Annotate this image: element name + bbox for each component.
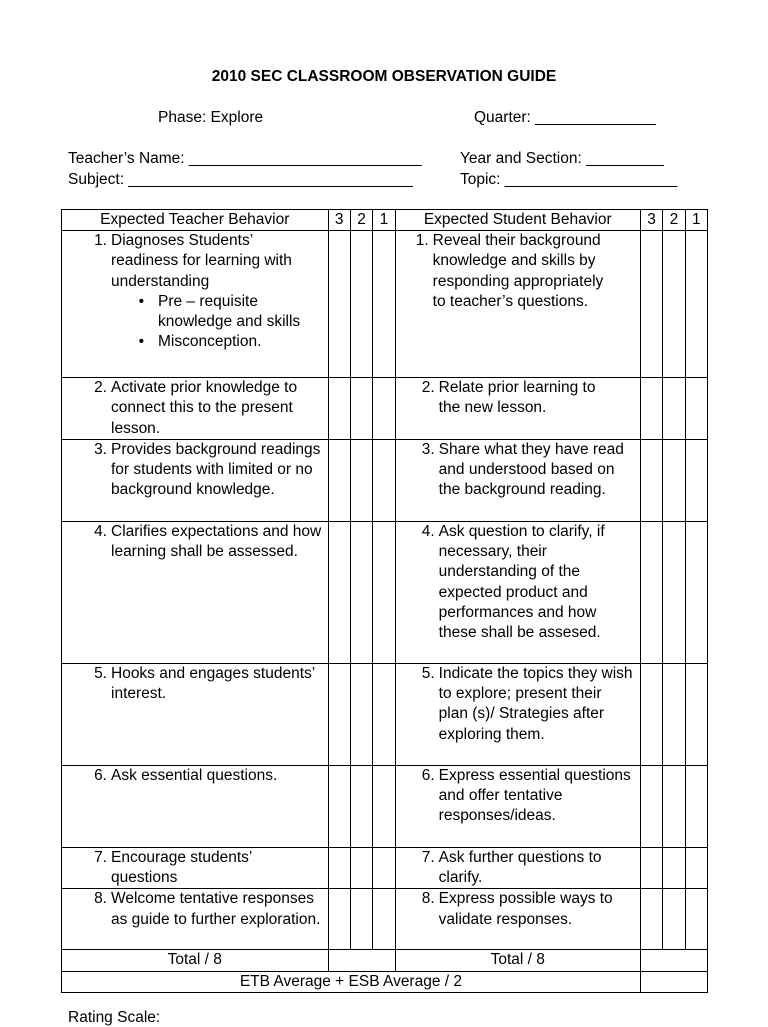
etb-total-value-cell[interactable] [328, 950, 395, 971]
etb-score-1-cell[interactable] [373, 231, 395, 378]
etb-score-2-cell[interactable] [350, 439, 372, 521]
table-row [62, 231, 708, 378]
item-number: 8. [421, 890, 435, 908]
esb-score-3-cell[interactable] [640, 847, 662, 889]
etb-score-1-header: 1 [373, 210, 395, 231]
esb-header: Expected Student Behavior [395, 210, 640, 231]
bullet-text: Misconception. [158, 333, 262, 351]
etb-score-3-header: 3 [328, 210, 350, 231]
etb-score-1-cell[interactable] [373, 765, 395, 847]
esb-text: Indicate the topics they wish to explore; present their plan (s)/ Strategies after exploring them. [438, 664, 633, 743]
etb-cell [62, 231, 329, 378]
document-title: 2010 SEC CLASSROOM OBSERVATION GUIDE [211, 68, 557, 85]
table-row [62, 889, 708, 950]
item-number: 4. [94, 522, 107, 540]
etb-score-3-cell[interactable] [328, 521, 350, 663]
etb-cell [62, 378, 329, 440]
esb-score-1-cell[interactable] [685, 378, 707, 440]
table-row [62, 378, 708, 440]
etb-total-label: Total / 8 [62, 950, 329, 971]
table-row [62, 663, 708, 765]
etb-score-3-cell[interactable] [328, 663, 350, 765]
etb-text: Encourage students’ questions [111, 848, 252, 887]
esb-score-3-cell[interactable] [640, 889, 662, 950]
table-header-row [62, 210, 708, 231]
esb-total-value-cell[interactable] [640, 950, 707, 971]
bullet-text: Pre – requisite knowledge and skills [158, 292, 301, 331]
etb-cell [62, 663, 329, 765]
esb-cell [395, 847, 640, 889]
item-number: 3. [421, 440, 435, 458]
totals-row [62, 950, 708, 971]
esb-score-1-cell[interactable] [685, 765, 707, 847]
esb-score-2-cell[interactable] [663, 847, 685, 889]
etb-text: Ask essential questions. [111, 766, 278, 784]
esb-total-label: Total / 8 [395, 950, 640, 971]
item-number: 2. [421, 379, 435, 396]
etb-text: Clarifies expectations and how learning shall be assessed. [111, 522, 322, 561]
etb-cell [62, 889, 329, 950]
subject-field: Subject: _________________________________ [68, 171, 413, 188]
average-value-cell[interactable] [640, 971, 707, 992]
etb-text: Provides background readings for students with limited or no background knowledge. [111, 440, 321, 499]
item-number: 5. [94, 664, 107, 682]
etb-score-3-cell[interactable] [328, 231, 350, 378]
esb-score-3-header: 3 [640, 210, 662, 231]
etb-score-1-cell[interactable] [373, 439, 395, 521]
esb-cell [395, 765, 640, 847]
table-row [62, 521, 708, 663]
esb-score-3-cell[interactable] [640, 663, 662, 765]
etb-score-2-header: 2 [350, 210, 372, 231]
esb-score-1-cell[interactable] [685, 439, 707, 521]
esb-score-2-cell[interactable] [663, 378, 685, 440]
etb-cell [62, 847, 329, 889]
esb-score-1-cell[interactable] [685, 889, 707, 950]
esb-cell [395, 663, 640, 765]
etb-score-2-cell[interactable] [350, 231, 372, 378]
etb-score-3-cell[interactable] [328, 889, 350, 950]
item-number: 5. [421, 664, 435, 682]
esb-score-2-cell[interactable] [663, 521, 685, 663]
etb-header: Expected Teacher Behavior [62, 210, 329, 231]
observation-table [61, 209, 708, 993]
etb-score-3-cell[interactable] [328, 378, 350, 440]
etb-score-3-cell[interactable] [328, 439, 350, 521]
esb-text: Share what they have read and understood based on the background reading. [438, 440, 624, 499]
esb-score-2-cell[interactable] [663, 231, 685, 378]
esb-score-3-cell[interactable] [640, 378, 662, 440]
etb-score-1-cell[interactable] [373, 889, 395, 950]
esb-score-1-cell[interactable] [685, 847, 707, 889]
list-item [62, 332, 328, 352]
etb-score-3-cell[interactable] [328, 847, 350, 889]
list-item [62, 292, 328, 333]
bullet-icon: • [138, 333, 144, 351]
esb-cell [395, 378, 640, 440]
esb-score-2-cell[interactable] [663, 765, 685, 847]
etb-cell [62, 521, 329, 663]
item-number: 1. [94, 232, 107, 249]
etb-score-1-cell[interactable] [373, 663, 395, 765]
item-number: 4. [421, 522, 435, 540]
esb-score-1-cell[interactable] [685, 231, 707, 378]
esb-score-3-cell[interactable] [640, 231, 662, 378]
item-number: 1. [415, 232, 429, 249]
esb-text: Ask question to clarify, if necessary, their understanding of the expected product and performances and how these shall be assesed. [438, 522, 605, 642]
etb-score-1-cell[interactable] [373, 378, 395, 440]
etb-text: Diagnoses Students’ readiness for learning with understanding [111, 232, 292, 290]
etb-text: Welcome tentative responses as guide to further exploration. [111, 890, 321, 928]
esb-cell [395, 521, 640, 663]
year-section-field: Year and Section: _________ [460, 150, 664, 167]
esb-score-3-cell[interactable] [640, 521, 662, 663]
teacher-name-field: Teacher’s Name: ___________________________ [68, 150, 422, 167]
topic-field: Topic: ____________________ [460, 171, 678, 188]
item-number: 6. [421, 766, 435, 784]
etb-score-2-cell[interactable] [350, 521, 372, 663]
etb-score-2-cell[interactable] [350, 663, 372, 765]
esb-score-3-cell[interactable] [640, 765, 662, 847]
item-number: 7. [421, 848, 435, 866]
etb-text: Activate prior knowledge to connect this to the present lesson. [111, 379, 298, 437]
bullet-list [62, 292, 328, 353]
esb-text: Express possible ways to validate responses. [438, 890, 613, 928]
average-row [62, 971, 708, 992]
etb-score-2-cell[interactable] [350, 889, 372, 950]
esb-text: Express essential questions and offer tentative responses/ideas. [438, 766, 631, 825]
item-number: 2. [94, 379, 107, 396]
item-number: 8. [94, 890, 107, 908]
etb-score-2-cell[interactable] [350, 378, 372, 440]
phase-label: Phase: Explore [158, 109, 264, 126]
esb-score-2-cell[interactable] [663, 439, 685, 521]
item-number: 6. [94, 766, 107, 784]
etb-score-2-cell[interactable] [350, 847, 372, 889]
etb-score-1-cell[interactable] [373, 847, 395, 889]
esb-score-2-header: 2 [663, 210, 685, 231]
etb-score-1-cell[interactable] [373, 521, 395, 663]
esb-score-2-cell[interactable] [663, 663, 685, 765]
esb-score-2-cell[interactable] [663, 889, 685, 950]
item-number: 7. [94, 848, 107, 866]
etb-score-2-cell[interactable] [350, 765, 372, 847]
esb-cell [395, 231, 640, 378]
esb-score-3-cell[interactable] [640, 439, 662, 521]
etb-text: Hooks and engages students’ interest. [111, 664, 315, 703]
item-number: 3. [94, 440, 107, 458]
esb-score-1-cell[interactable] [685, 521, 707, 663]
etb-score-3-cell[interactable] [328, 765, 350, 847]
quarter-field: Quarter: ______________ [474, 109, 656, 126]
esb-text: Reveal their background knowledge and skills by responding appropriately to teacher’s questions. [432, 232, 604, 310]
bullet-icon: • [138, 292, 144, 310]
etb-cell [62, 765, 329, 847]
esb-cell [395, 889, 640, 950]
table-row [62, 765, 708, 847]
average-label: ETB Average + ESB Average / 2 [62, 971, 641, 992]
etb-cell [62, 439, 329, 521]
esb-text: Relate prior learning to the new lesson. [438, 379, 596, 417]
rating-scale-label: Rating Scale: [68, 1009, 161, 1026]
esb-score-1-cell[interactable] [685, 663, 707, 765]
esb-text: Ask further questions to clarify. [438, 848, 602, 887]
esb-cell [395, 439, 640, 521]
esb-score-1-header: 1 [685, 210, 707, 231]
table-row [62, 847, 708, 889]
table-row [62, 439, 708, 521]
